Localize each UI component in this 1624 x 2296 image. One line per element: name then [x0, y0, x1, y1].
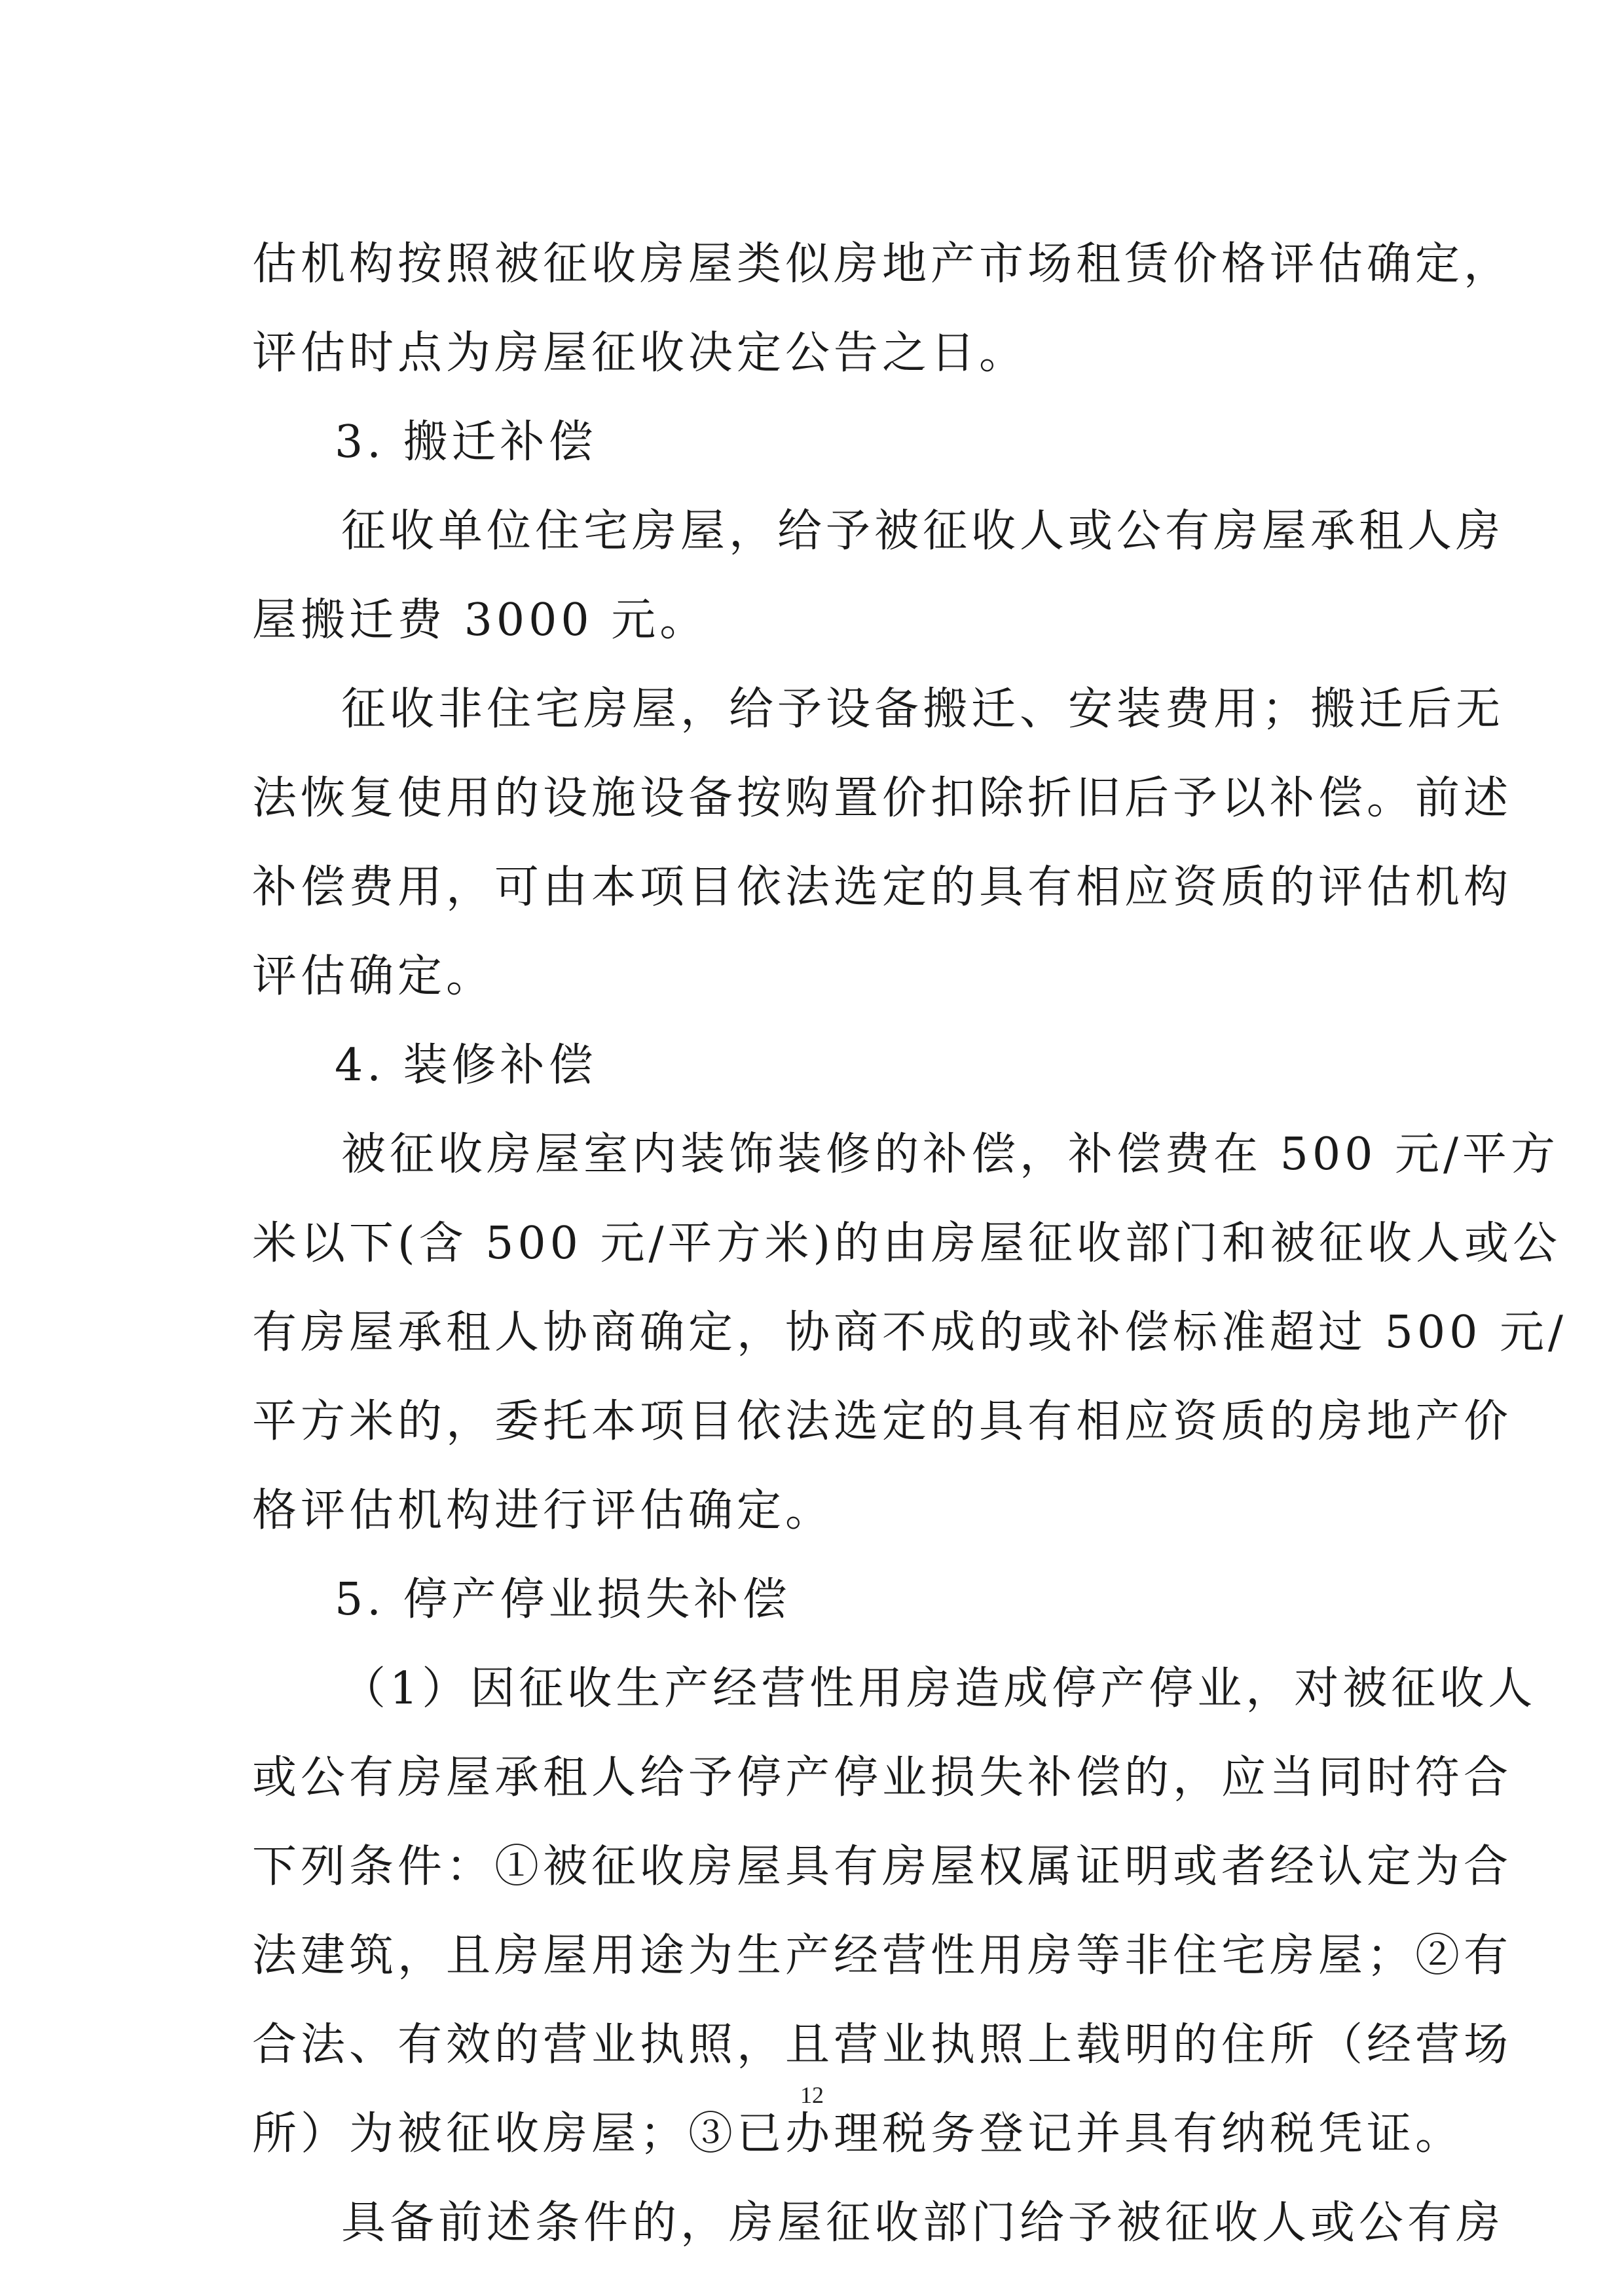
text-line: 合法、有效的营业执照，且营业执照上载明的住所（经营场 — [252, 2019, 1513, 2071]
text-line: 下列条件：①被征收房屋具有房屋权属证明或者经认定为合 — [252, 1841, 1513, 1893]
section-heading-business-loss: 5. 停产停业损失补偿 — [335, 1574, 791, 1626]
body-text — [252, 220, 1567, 2268]
text-line: 评估确定。 — [252, 951, 495, 1002]
text-line: 法建筑，且房屋用途为生产经营性用房等非住宅房屋；②有 — [252, 1930, 1513, 1982]
text-line: 征收单位住宅房屋，给予被征收人或公有房屋承租人房 — [341, 505, 1505, 557]
text-line: 或公有房屋承租人给予停产停业损失补偿的，应当同时符合 — [252, 1752, 1513, 1804]
text-line: 估机构按照被征收房屋类似房地产市场租赁价格评估确定， — [252, 238, 1513, 290]
text-line: 评估时点为房屋征收决定公告之日。 — [252, 327, 1028, 379]
text-line: 补偿费用，可由本项目依法选定的具有相应资质的评估机构 — [252, 862, 1513, 913]
text-line: （1）因征收生产经营性用房造成停产停业，对被征收人 — [341, 1663, 1537, 1715]
text-line: 屋搬迁费 3000 元。 — [252, 594, 709, 646]
section-heading-decoration: 4. 装修补偿 — [335, 1040, 597, 1091]
text-line: 被征收房屋室内装饰装修的补偿，补偿费在 500 元/平方 — [341, 1129, 1559, 1180]
text-line: 格评估机构进行评估确定。 — [252, 1485, 834, 1537]
page-number: 12 — [800, 2082, 824, 2108]
text-line: 法恢复使用的设施设备按购置价扣除折旧后予以补偿。前述 — [252, 773, 1513, 824]
text-line: 征收非住宅房屋，给予设备搬迁、安装费用；搬迁后无 — [341, 683, 1505, 735]
text-line: 平方米的，委托本项目依法选定的具有相应资质的房地产价 — [252, 1396, 1513, 1448]
section-heading-relocation: 3. 搬迁补偿 — [335, 416, 597, 468]
text-line: 有房屋承租人协商确定，协商不成的或补偿标准超过 500 元/ — [252, 1307, 1567, 1358]
text-line: 具备前述条件的，房屋征收部门给予被征收人或公有房 — [341, 2197, 1505, 2249]
text-line: 米以下(含 500 元/平方米)的由房屋征收部门和被征收人或公 — [252, 1218, 1561, 1269]
text-line: 所）为被征收房屋；③已办理税务登记并具有纳税凭证。 — [252, 2108, 1464, 2160]
